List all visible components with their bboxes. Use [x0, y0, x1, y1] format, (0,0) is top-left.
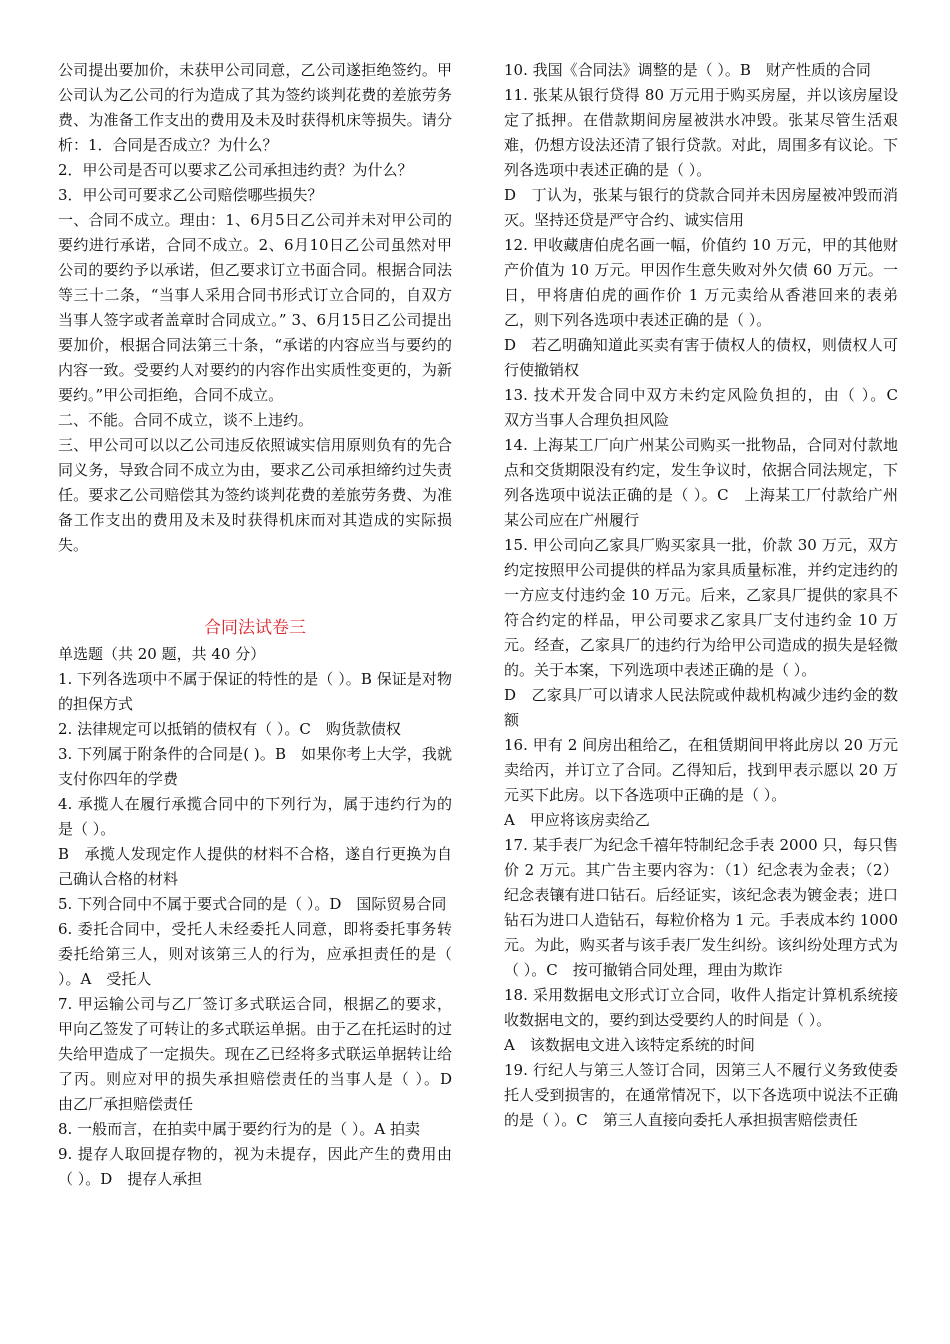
question-item: 7. 甲运输公司与乙厂签订多式联运合同，根据乙的要求，甲向乙签发了可转让的多式联运单据。由于乙在托运时的过失给甲造成了一定损失。现在乙已经将多式联运单据转让给了丙。则应对甲的损失承担赔偿责任的当事人是（ ）。D 由乙厂承担赔偿责任 — [58, 995, 468, 1113]
question-answer: D 乙家具厂可以请求人民法院或仲裁机构减少违约金的数额 — [504, 686, 898, 729]
case-question: 3．甲公司可要求乙公司赔偿哪些损失？ — [58, 186, 323, 204]
question-item: 11. 张某从银行贷得 80 万元用于购买房屋，并以该房屋设定了抵押。在借款期间房屋被洪水冲毁。张某尽管生活艰难，仍想方设法还清了银行贷款。对此，周围多有议论。下列各选项中表述正确的是（ ）。 — [504, 86, 898, 179]
question-item: 17. 某手表厂为纪念千禧年特制纪念手表 2000 只，每只售价 2 万元。其广告主要内容为：（1）纪念表为金表；（2）纪念表镶有进口钻石。后经证实，该纪念表为镀金表；进口钻石为进口人造钻石，每粒价格为 1 元。手表成本约 1000 元。为此，购买者与该手表厂发生纠纷。该纠纷处理方式为（ ）。C 按可撤销合同处理，理由为欺诈 — [504, 836, 898, 979]
case-answer: 二、不能。合同不成立，谈不上违约。 — [58, 411, 314, 429]
question-item: 12. 甲收藏唐伯虎名画一幅，价值约 10 万元，甲的其他财产价值为 10 万元。甲因作生意失败对外欠债 60 万元。一日，甲将唐伯虎的画作价 1 万元卖给从香港回来的表弟乙，则下列各选项中表述正确的是（ ）。 — [504, 236, 898, 329]
question-item: 3. 下列属于附条件的合同是( )。B 如果你考上大学，我就支付你四年的学费 — [58, 745, 452, 788]
question-item: 4. 承揽人在履行承揽合同中的下列行为，属于违约行为的是（ ）。 — [58, 795, 452, 838]
exam-subtitle: 单选题（共 20 题，共 40 分） — [58, 645, 266, 663]
question-item: 18. 采用数据电文形式订立合同，收件人指定计算机系统接收数据电文的，要约到达受要约人的时间是（ ）。 — [504, 986, 898, 1029]
case-answer: 一、合同不成立。理由：1、6月5日乙公司并未对甲公司的要约进行承诺，合同不成立。2、6月10日乙公司虽然对甲公司的要约予以承诺，但乙要求订立书面合同。根据合同法等三十二条，“当事人采用合同书形式订立合同的，自双方当事人签字或者盖章时合同成立。” 3、6月15日乙公司提出要加价，根据合同法第三十条，“承诺的内容应当与要约的内容一致。受要约人对要约的内容作出实质性变更的，为新要约。”甲公司拒绝，合同不成立。 — [58, 211, 452, 404]
question-item: 8. 一般而言，在拍卖中属于要约行为的是（ ）。A 拍卖 — [58, 1120, 420, 1138]
question-item: 16. 甲有 2 间房出租给乙，在租赁期间甲将此房以 20 万元卖给丙，并订立了合同。乙得知后，找到甲表示愿以 20 万元买下此房。以下各选项中正确的是（ ）。 — [504, 736, 898, 804]
exam-title: 合同法试卷三 — [204, 618, 306, 638]
question-answer: A 该数据电文进入该特定系统的时间 — [504, 1036, 755, 1054]
case-question: 2．甲公司是否可以要求乙公司承担违约责？为什么？ — [58, 161, 413, 179]
question-answer: D 若乙明确知道此买卖有害于债权人的债权，则债权人可行使撤销权 — [504, 336, 898, 379]
question-answer: D 丁认为，张某与银行的贷款合同并未因房屋被冲毁而消灭。坚持还贷是严守合约、诚实信用 — [504, 186, 898, 229]
question-answer: A 甲应将该房卖给乙 — [504, 811, 650, 829]
case-paragraph: 公司提出要加价，未获甲公司同意，乙公司遂拒绝签约。甲公司认为乙公司的行为造成了其为签约谈判花费的差旅劳务费、为准备工作支出的费用及未及时获得机床等损失。请分析：1．合同是否成立？为什么？ — [58, 61, 452, 154]
question-item: 9. 提存人取回提存物的，视为未提存，因此产生的费用由（ ）。D 提存人承担 — [58, 1145, 452, 1188]
question-item: 5. 下列合同中不属于要式合同的是（ ）。D 国际贸易合同 — [58, 895, 447, 913]
question-item: 6. 委托合同中，受托人未经委托人同意，即将委托事务转委托给第三人，则对该第三人的行为，应承担责任的是（ ）。A 受托人 — [58, 920, 452, 988]
question-item: 2. 法律规定可以抵销的债权有（ ）。C 购货款债权 — [58, 720, 401, 738]
case-answer: 三、甲公司可以以乙公司违反依照诚实信用原则负有的先合同义务，导致合同不成立为由，要求乙公司承担缔约过失责任。要求乙公司赔偿其为签约谈判花费的差旅劳务费、为准备工作支出的费用及未及时获得机床而对其造成的实际损失。 — [58, 436, 452, 554]
right-column — [504, 58, 914, 1133]
section-gap — [58, 558, 452, 616]
question-item: 15. 甲公司向乙家具厂购买家具一批，价款 30 万元，双方约定按照甲公司提供的样品为家具质量标准，并约定违约的一方应支付违约金 10 万元。后来，乙家具厂提供的家具不符合约定的样品，甲公司要求乙家具厂支付违约金 10 万元。经查，乙家具厂的违约行为给甲公司造成的损失是轻微的。关于本案，下列选项中表述正确的是（ ）。 — [504, 536, 898, 679]
question-answer: B 承揽人发现定作人提供的材料不合格，遂自行更换为自己确认合格的材料 — [58, 845, 452, 888]
question-item: 13. 技术开发合同中双方未约定风险负担的，由（ ）。C 双方当事人合理负担风险 — [504, 386, 914, 429]
question-item: 10. 我国《合同法》调整的是（ ）。B 财产性质的合同 — [504, 61, 871, 79]
question-item: 1. 下列各选项中不属于保证的特性的是（ ）。B 保证是对物的担保方式 — [58, 670, 452, 713]
question-item: 14. 上海某工厂向广州某公司购买一批物品，合同对付款地点和交货期限没有约定，发生争议时，依据合同法规定，下列各选项中说法正确的是（ ）。C 上海某工厂付款给广州某公司应在广州履行 — [504, 436, 898, 529]
left-column — [58, 58, 468, 1192]
question-item: 19. 行纪人与第三人签订合同，因第三人不履行义务致使委托人受到损害的，在通常情况下，以下各选项中说法不正确的是（ ）。C 第三人直接向委托人承担损害赔偿责任 — [504, 1061, 898, 1129]
